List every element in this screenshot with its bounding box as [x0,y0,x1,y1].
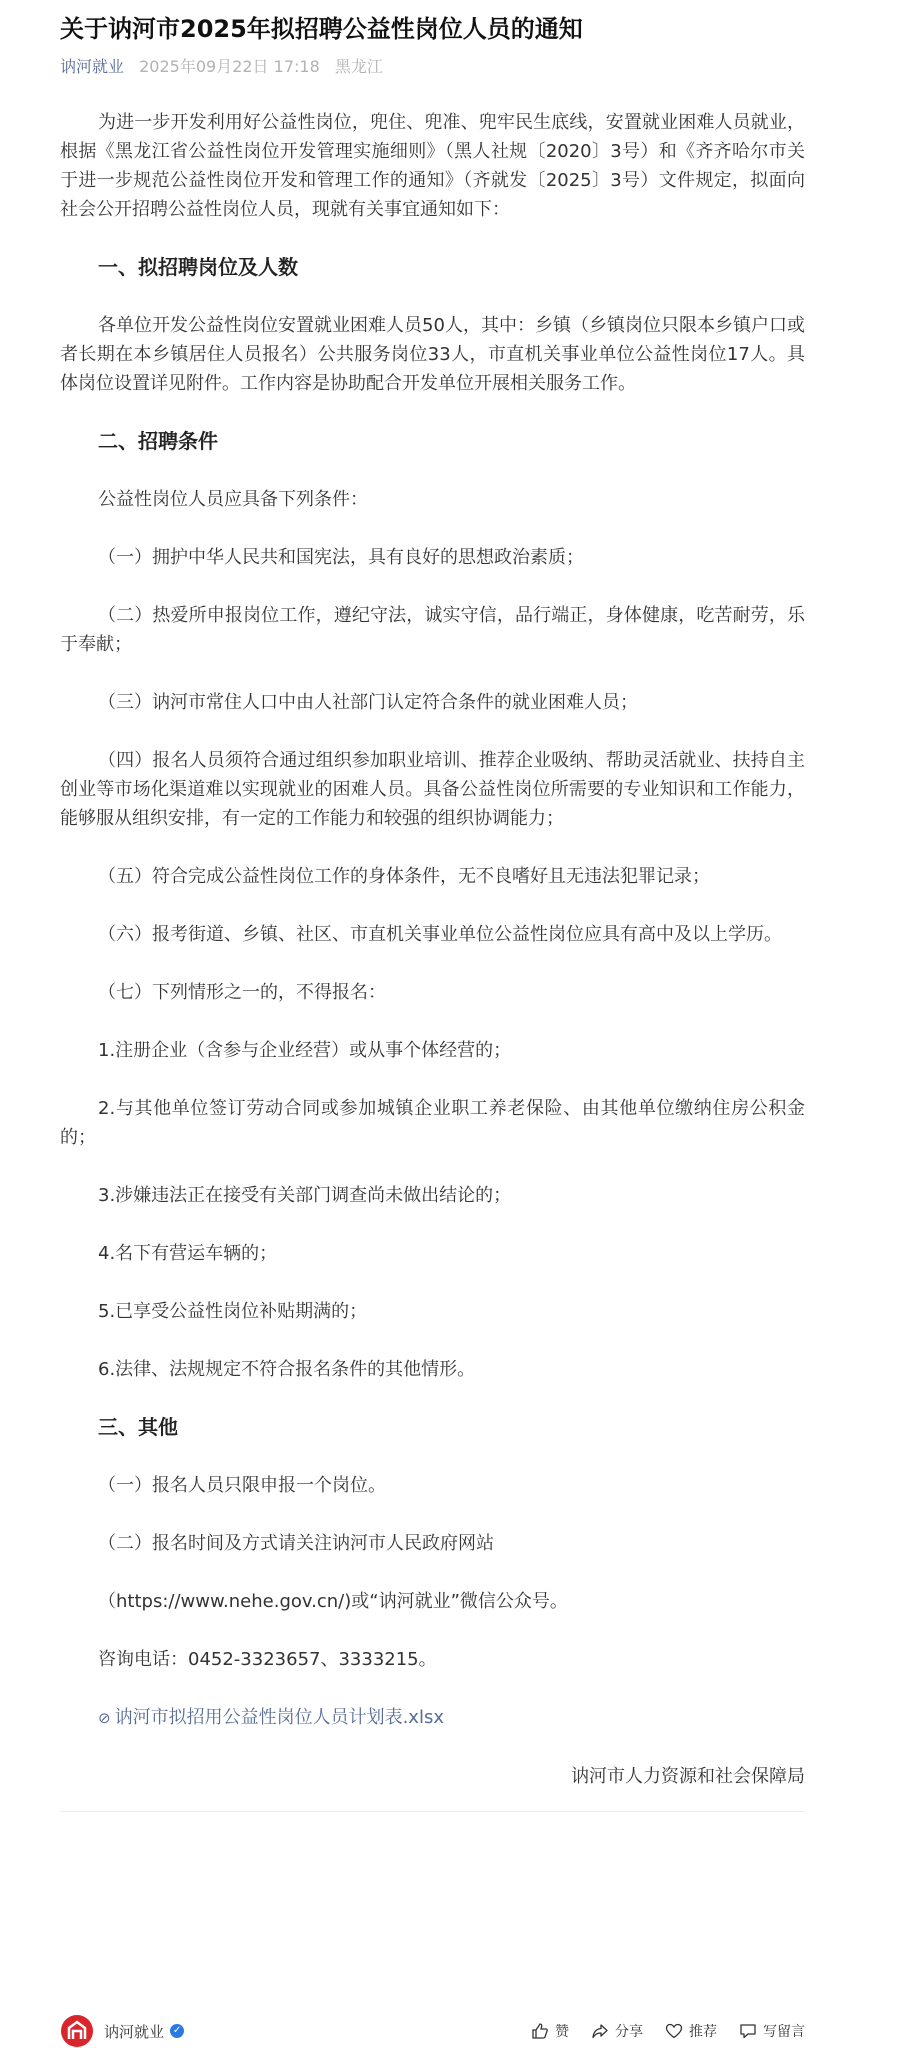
like-button[interactable] [531,2021,569,2041]
section-heading-other: 三、其他 [98,1415,178,1439]
attachment-filename: 讷河市拟招用公益性岗位人员计划表.xlsx [114,1707,444,1728]
condition-item: （二）热爱所申报岗位工作，遵纪守法，诚实守信，品行端正，身体健康，吃苦耐劳，乐于奉献； [60,605,805,655]
condition-item: （一）拥护中华人民共和国宪法，具有良好的思想政治素质； [98,547,584,568]
share-button[interactable] [591,2021,643,2041]
share-label: 分享 [615,2024,643,2040]
other-item: （一）报名人员只限申报一个岗位。 [98,1475,386,1496]
share-arrow-icon [591,2022,609,2040]
publish-location: 黑龙江 [334,57,383,76]
article-body [60,108,805,1812]
condition-item: （六）报考街道、乡镇、社区、市直机关事业单位公益性岗位应具有高中及以上学历。 [98,924,782,945]
article-footer [60,2011,805,2047]
exclusion-item: 2.与其他单位签订劳动合同或参加城镇企业职工养老保险、由其他单位缴纳住房公积金的； [60,1098,805,1148]
intro-paragraph: 为进一步开发利用好公益性岗位，兜住、兜准、兜牢民生底线，安置就业困难人员就业，根据《黑龙江省公益性岗位开发管理实施细则》（黑人社规〔2020〕3号）和《齐齐哈尔市关于进一步规范公益性岗位开发和管理工作的通知》（齐就发〔2025〕3号）文件规定，拟面向社会公开招聘公益性岗位人员，现就有关事宜通知如下： [60,112,805,220]
account-card[interactable] [60,2015,184,2047]
heart-icon [665,2022,683,2040]
issuer-signature: 讷河市人力资源和社会保障局 [571,1766,805,1787]
exclusion-item: 4.名下有营运车辆的； [98,1243,278,1264]
section-heading-conditions: 二、招聘条件 [98,429,218,453]
verified-check-icon: ✓ [170,2024,184,2038]
article-meta [60,56,805,78]
attachment-icon: ⊘ [98,1709,111,1727]
positions-paragraph: 各单位开发公益性岗位安置就业困难人员50人，其中：乡镇（乡镇岗位只限本乡镇户口或者长期在本乡镇居住人员报名）公共服务岗位33人，市直机关事业单位公益性岗位17人。具体岗位设置详见附件。工作内容是协助配合开发单位开展相关服务工作。 [60,315,805,394]
comment-button[interactable] [739,2021,805,2041]
recommend-label: 推荐 [689,2024,717,2040]
article [60,0,805,1812]
condition-item: （七）下列情形之一的，不得报名： [98,982,386,1003]
condition-item: （五）符合完成公益性岗位工作的身体条件，无不良嗜好且无违法犯罪记录； [98,866,710,887]
exclusion-item: 6.法律、法规规定不符合报名条件的其他情形。 [98,1359,476,1380]
thumbs-up-icon [531,2022,549,2040]
exclusion-item: 1.注册企业（含参与企业经营）或从事个体经营的； [98,1040,512,1061]
comment-label: 写留言 [763,2024,805,2040]
conditions-intro: 公益性岗位人员应具备下列条件： [98,489,368,510]
recommend-button[interactable] [665,2021,717,2041]
publish-time: 2025年09月22日 17:18 [139,57,320,76]
article-title: 关于讷河市2025年拟招聘公益性岗位人员的通知 [60,15,583,43]
source-account-link[interactable]: 讷河就业 [60,57,125,76]
condition-item: （四）报名人员须符合通过组织参加职业培训、推荐企业吸纳、帮助灵活就业、扶持自主创业等市场化渠道难以实现就业的困难人员。具备公益性岗位所需要的专业知识和工作能力，能够服从组织安排，有一定的工作能力和较强的组织协调能力； [60,750,805,829]
other-item: （https://www.nehe.gov.cn/)或“讷河就业”微信公众号。 [98,1591,568,1612]
account-name: 讷河就业 [104,2022,165,2041]
comment-bubble-icon [739,2022,757,2040]
condition-item: （三）讷河市常住人口中由人社部门认定符合条件的就业困难人员； [98,692,638,713]
like-label: 赞 [555,2024,569,2040]
footer-actions [531,2021,805,2041]
footer-divider [60,1811,805,1812]
account-logo-icon [60,2014,94,2048]
attachment-link[interactable] [60,1703,805,1733]
section-heading-positions: 一、拟招聘岗位及人数 [98,255,298,279]
other-item: （二）报名时间及方式请关注讷河市人民政府网站 [98,1533,494,1554]
exclusion-item: 5.已享受公益性岗位补贴期满的； [98,1301,368,1322]
exclusion-item: 3.涉嫌违法正在接受有关部门调查尚未做出结论的； [98,1185,512,1206]
contact-phone: 咨询电话：0452-3323657、3333215。 [98,1649,437,1670]
